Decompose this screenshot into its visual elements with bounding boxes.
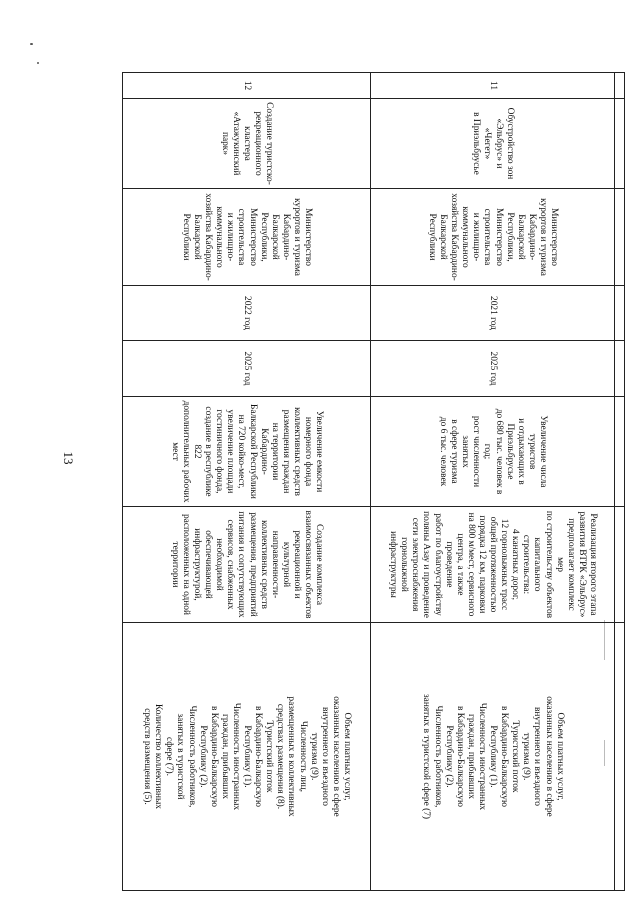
start-year: 2021 год [488,296,499,330]
end-year: 2025 год [242,351,253,386]
start-year-cell [123,286,371,341]
top-strip-cell [615,623,625,891]
end-year-cell [123,341,371,397]
table-container [123,72,625,890]
start-year: 2022 год [242,296,253,330]
expected-result: Увеличение емкости номерного фонда коллективных средств размещения граждан на территории Кабардино- Балкарской Республики на 720 койко-мест, увеличение площади гостиничного фонда, создание в республике 822 дополнительных рабочих мест [169,400,325,503]
top-strip-cell [615,73,625,99]
row-number-cell [123,73,371,99]
scan-speck [30,43,33,45]
executor-cell [371,189,615,286]
executor-cell [123,189,371,286]
table-row [371,73,615,891]
top-strip-cell [615,189,625,286]
description-cell [371,507,615,623]
result-cell [371,397,615,507]
indicators-cell [371,623,615,891]
top-strip-cell [615,397,625,507]
event-name: Создание туристско- рекреационного кластера «Атажукинский парк» [219,102,275,185]
table-top-strip [615,73,625,891]
scan-speck [37,62,39,64]
row-number: 11 [488,80,499,91]
indicators: Объем платных услуг, оказанных населению в сфере внутреннего и въездного туризма (9). Туристский поток в Кабардино-Балкарскую Республику (1). Численность иностранных граждан, прибывших в Кабардино-Балкарскую Республику (2). Численность работников, занятых в туристской сфере (7) [421,693,565,820]
indicators-cell [123,623,371,891]
row-number: 12 [242,80,253,91]
program-table [122,72,625,891]
start-year-cell [371,286,615,341]
end-year-cell [371,341,615,397]
top-strip-cell [615,341,625,397]
table-row [123,73,371,891]
end-year: 2025 год [488,351,499,386]
description: Реализация второго этапа развития ВТРК «Эльбрус» предполагает комплекс мер по строительству объектов капитального строительства: 4 канатных дорог, 12 горнолыжных трасс общей протяженностью порядка 12 км, парковки на 800 м/мест, сервисного центра, а также проведение работ по благоустройству поляны Азау и проведение сети электроснабжения горнолыжной инфраструктуры [388,510,598,619]
top-strip-cell [615,286,625,341]
top-strip-cell [615,99,625,189]
event-cell [371,99,615,189]
page-number: 13 [61,451,76,465]
top-strip-cell [615,507,625,623]
expected-result: Увеличение числа туристов и отдыхающих в Приэльбрусье до 680 тыс. человек в год; рост численности занятых в сфере туризма до 6 тыс. человек [438,408,548,495]
executor: Министерство курортов и туризма Кабардино-Балкарской Республики, Министерство строительства и жилищно- коммунального хозяйства Кабардино- Балкарской Республики [181,193,314,281]
indicators: Объем платных услуг, оказанных населению в сфере внутреннего и въездного туризма (9). Численность лиц, размещенных в коллективных средствах размещения (8). Туристский поток в Кабардино-Балкарскую Республику (1). Численность иностранных граждан, прибывших в Кабардино-Балкарскую Республику (2). Численность работников, занятых в туристской сфере (7). Количество коллективных средств размещения (5). [142,696,352,817]
result-cell [123,397,371,507]
event-cell [123,99,371,189]
executor: Министерство курортов и туризма Кабардино-Балкарской Республики, Министерство строительства и жилищно- коммунального хозяйства Кабардино- Балкарской Республики [427,193,560,281]
rotated-table-frame [123,72,625,890]
description-cell [123,507,371,623]
event-name: Обустройство зон «Эльбрус» и «Чегет» в Приэльбрусье [471,107,515,180]
description: Создание комплекса взаимосвязанных объектов рекреационной и культурной направленности- коллективных средств размещения, предприятий питания и сопутствующих сервисов, снабженных необходимой обеспечивающей инфраструктурой, расположенных на одной территории [169,510,325,619]
row-number-cell [371,73,615,99]
